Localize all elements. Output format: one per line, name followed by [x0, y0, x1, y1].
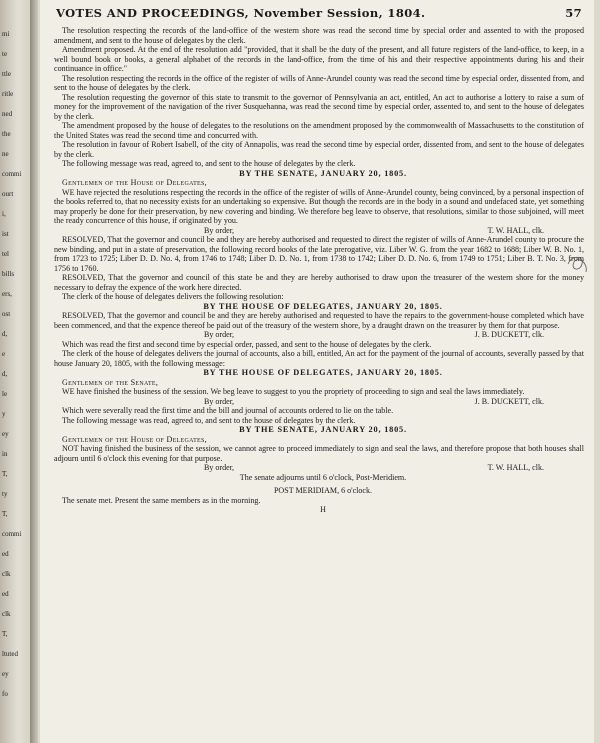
pencil-mark-icon: [564, 250, 592, 280]
message-heading: BY THE SENATE, JANUARY 20, 1805.: [239, 425, 407, 434]
clerk-signature: T. W. HALL, clk.: [487, 463, 544, 472]
centered-line: H: [320, 505, 326, 514]
margin-fragment: ne: [2, 150, 9, 158]
adjacent-page-margin: [0, 0, 30, 743]
by-order-label: By order,: [204, 463, 235, 472]
paragraph: The clerk of the house of delegates delivers the following resolution:: [62, 292, 284, 301]
book-gutter: [30, 0, 38, 743]
clerk-signature: J. B. DUCKETT, clk.: [474, 396, 544, 406]
signature-line: [54, 463, 584, 473]
paragraph: NOT having finished the business of the session, we cannot agree to proceed immediately to sign and seal the laws, and therefore propose that both houses shall adjourn until 6 o'clock this evening for that purpose.: [54, 444, 584, 463]
message-heading: BY THE HOUSE OF DELEGATES, JANUARY 20, 1805.: [203, 301, 443, 311]
running-title: VOTES AND PROCEEDINGS, November Session, 1804.: [56, 6, 426, 20]
clerk-signature: J. B. DUCKETT, clk.: [474, 330, 544, 339]
paragraph: The following message was read, agreed to, and sent to the house of delegates by the clerk.: [62, 415, 356, 425]
paragraph: The resolution respecting the records of the land-office of the western shore was read the second time by special order and assented to with the proposed amendment, and sent to the house of delegates by the clerk.: [54, 26, 584, 45]
margin-fragment: d,: [2, 330, 8, 338]
paragraph: Amendment proposed. At the end of the resolution add "provided, that it shall be the duty of the present, and all future registers of the land-office, to keep, in a well bound book or books, a general alphabet of the records in the land-office, from the time of his and their respective appointments during his and their continuance in office.": [54, 45, 584, 73]
signature-line: [54, 226, 584, 236]
paragraph: The resolution requesting the governor of this state to transmit to the governor of Pennsylvania an act, entitled, An act to authorise a lottery to raise a sum of money for the improvement of the navigation of the river Susquehanna, was read the second time by especial order, assented to, and sent to the house of delegates by the clerk.: [54, 92, 584, 121]
margin-fragment: ritle: [2, 90, 14, 98]
margin-fragment: te: [2, 50, 8, 58]
margin-fragment: mi: [2, 30, 10, 38]
margin-fragment: commi: [2, 530, 22, 538]
message-heading: BY THE HOUSE OF DELEGATES, JANUARY 20, 1805.: [203, 368, 443, 377]
by-order-label: By order,: [204, 225, 235, 235]
margin-fragment: ey: [2, 430, 9, 438]
page-body: [54, 26, 584, 515]
centered-line: The senate adjourns until 6 o'clock, Post-Meridiem.: [239, 472, 407, 482]
paragraph: RESOLVED, That the governor and council be and they are hereby authorised and requested to have the repairs to the government-house completed which have been commenced, and that the expence thereof be paid out of the treasury of the western shore, by a draught drawn on the treasurer by them for that purpose.: [54, 311, 584, 330]
margin-fragment: ers,: [2, 290, 12, 298]
paragraph: The clerk of the house of delegates delivers the journal of accounts, also a bill, entitled, An act for the payment of the journal of accounts, severally passed by that house January 20, 1805, with the following message:: [54, 349, 584, 368]
signature-line: [54, 330, 584, 340]
by-order-label: By order,: [204, 396, 235, 406]
margin-fragment: ey: [2, 670, 9, 678]
margin-fragment: bills: [2, 270, 15, 278]
margin-fragment: ltuted: [2, 650, 18, 658]
page-number: 57: [565, 6, 582, 20]
clerk-signature: T. W. HALL, clk.: [487, 225, 544, 235]
paragraph: The following message was read, agreed to, and sent to the house of delegates by the clerk.: [62, 159, 356, 168]
margin-fragment: the: [2, 130, 11, 138]
centered-line: POST MERIDIAM, 6 o'clock.: [273, 486, 373, 495]
margin-fragment: T,: [2, 630, 8, 638]
margin-fragment: clk: [2, 570, 11, 578]
salutation: Gentlemen of the House of Delegates,: [62, 178, 207, 187]
margin-fragment: ost: [2, 310, 11, 318]
paragraph: WE have rejected the resolutions respecting the records in the office of the register of wills of Anne-Arundel county, being convinced, by a personal inspection of the books referred to, that no necessity exists for an undertaking so expensive. But though the records are in the body in a sound and undefaced state, yet something may properly be done for their preservation, by new covering and binding. We therefore beg leave to observe, that resolutions, similar to those subjoined, will meet the ready concurrence of this house, if originated by you.: [54, 187, 584, 225]
paragraph: Which were severally read the first time and the bill and journal of accounts ordered to lie on the table.: [62, 406, 394, 415]
salutation: Gentlemen of the Senate,: [62, 377, 159, 387]
margin-fragment: tel: [2, 250, 9, 258]
document-page: [40, 0, 594, 743]
margin-fragment: clk: [2, 610, 11, 618]
paragraph: RESOLVED, That the governor and council be and they are hereby authorised and requested to direct the register of wills of Anne-Arundel county to procure the new binding, and put in a state of preservation, the following record books of the late prerogative, viz. Liber W. G. from the year 1682 to 1688; Liber W. B. No. 1, from 1723 to 1725; Liber D. D. No. 4, from 1746 to 1748; Liber D. D. No. 1, from 1738 to 1742; Liber D. D. No. 6, from 1749 to 1751; Liber B. T. No. 3, from 1756 to 1760.: [54, 235, 584, 273]
paragraph: WE have finished the business of the session. We beg leave to suggest to you the propriety of proceeding to sign and seal the laws immediately.: [62, 387, 525, 396]
paragraph: The resolution in favour of Robert Isabell, of the city of Annapolis, was read the second time by especial order, dissented from, and sent to the house of delegates by the clerk.: [54, 140, 584, 159]
margin-fragment: i,: [2, 210, 6, 218]
paragraph: The senate met. Present the same members as in the morning.: [62, 495, 261, 505]
margin-fragment: ist: [2, 230, 9, 238]
paragraph: The resolution respecting the records in the office of the register of wills of Anne-Arundel county was read the second time by especial order, dissented from, and sent to the house of delegates by the clerk.: [54, 73, 584, 92]
margin-fragment: y: [2, 410, 6, 418]
margin-fragment: T,: [2, 470, 8, 478]
margin-fragment: le: [2, 390, 8, 398]
margin-fragment: ttle: [2, 70, 11, 78]
paragraph: The amendment proposed by the house of delegates to the resolutions on the amendment proposed by the commonwealth of Massachusetts to the constitution of the United States was read the second time and concurred with.: [54, 121, 584, 140]
paragraph: Which was read the first and second time by especial order, passed, and sent to the house of delegates by the clerk.: [62, 339, 432, 349]
margin-fragment: ed: [2, 590, 9, 598]
margin-fragment: ned: [2, 110, 13, 118]
margin-fragment: T,: [2, 510, 8, 518]
page-header: [56, 6, 582, 22]
message-heading: BY THE SENATE, JANUARY 20, 1805.: [239, 168, 407, 178]
margin-fragment: ty: [2, 490, 8, 498]
margin-fragment: e: [2, 350, 6, 358]
margin-fragment: fo: [2, 690, 8, 698]
signature-line: [54, 397, 584, 407]
paragraph: RESOLVED, That the governor and council of this state be and they are hereby authorised to draw upon the treasurer of the western shore for the money necessary to defray the expence of the work here directed.: [54, 273, 584, 292]
margin-fragment: ed: [2, 550, 9, 558]
by-order-label: By order,: [204, 330, 235, 339]
margin-fragment: commi: [2, 170, 22, 178]
margin-fragment: in: [2, 450, 8, 458]
margin-fragment: d,: [2, 370, 8, 378]
margin-fragment: ourt: [2, 190, 14, 198]
salutation: Gentlemen of the House of Delegates,: [62, 434, 207, 444]
